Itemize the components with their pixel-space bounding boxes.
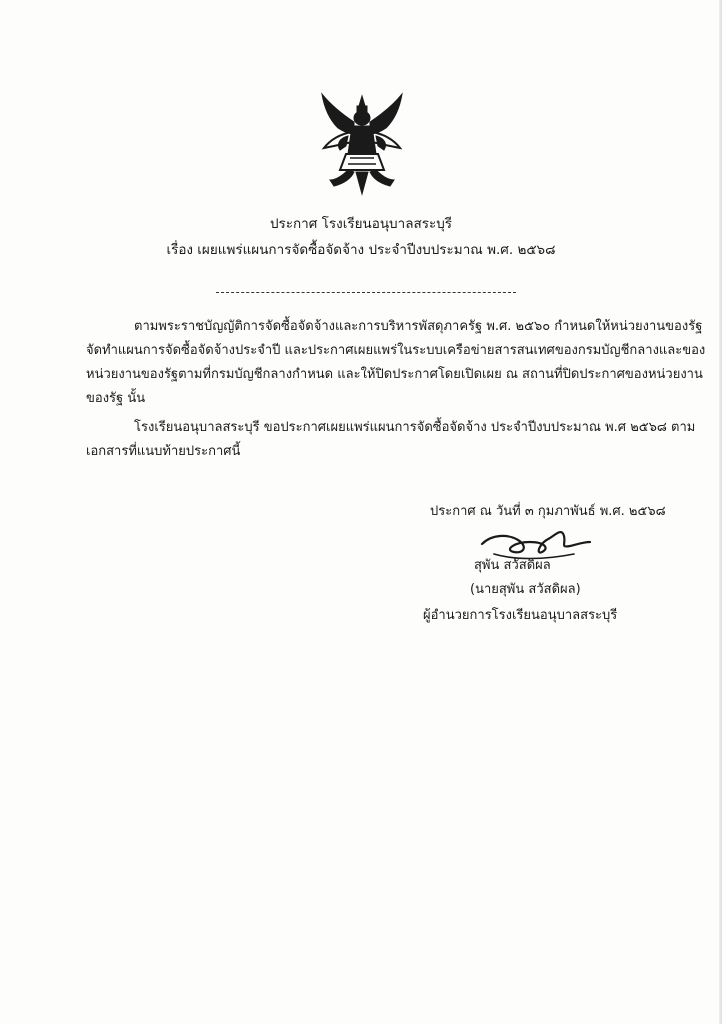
- announcement-title: ประกาศ โรงเรียนอนุบาลสระบุรี: [269, 216, 453, 232]
- paragraph-1-line-4: ของรัฐ นั้น: [86, 391, 146, 406]
- announcement-date: ประกาศ ณ วันที่ ๓ กุมภาพันธ์ พ.ศ. ๒๕๖๘: [430, 504, 666, 519]
- signer-full-name: (นายสุพัน สวัสดิผล): [470, 582, 581, 597]
- body-paragraph-1: [86, 315, 706, 411]
- garuda-emblem-icon: [318, 92, 406, 196]
- paragraph-1-line-2: จัดทำแผนการจัดซื้อจัดจ้างประจำปี และประกาศเผยแพร่ในระบบเครือข่ายสารสนเทศของกรมบัญชีกลางและของ: [86, 343, 706, 358]
- dashed-divider: [216, 292, 516, 293]
- signer-name: สุพัน สวัสดิผล: [474, 558, 551, 573]
- announcement-subject: เรื่อง เผยแพร่แผนการจัดซื้อจัดจ้าง ประจำปีงบประมาณ พ.ศ. ๒๕๖๘: [166, 242, 556, 258]
- signer-position: ผู้อำนวยการโรงเรียนอนุบาลสระบุรี: [423, 608, 618, 623]
- body-paragraph-2: [86, 416, 696, 464]
- paragraph-1-line-3: หน่วยงานของรัฐตามที่กรมบัญชีกลางกำหนด และให้ปิดประกาศโดยเปิดเผย ณ สถานที่ปิดประกาศของหน่วยงาน: [86, 367, 703, 382]
- paragraph-2-line-1: โรงเรียนอนุบาลสระบุรี ขอประกาศเผยแพร่แผนการจัดซื้อจัดจ้าง ประจำปีงบประมาณ พ.ศ ๒๕๖๘ ตาม: [134, 420, 696, 435]
- paragraph-2-line-2: เอกสารที่แนบท้ายประกาศนี้: [86, 444, 241, 459]
- paragraph-1-line-1: ตามพระราชบัญญัติการจัดซื้อจัดจ้างและการบริหารพัสดุภาครัฐ พ.ศ. ๒๕๖๐ กำหนดให้หน่วยงานของรัฐ: [134, 319, 703, 334]
